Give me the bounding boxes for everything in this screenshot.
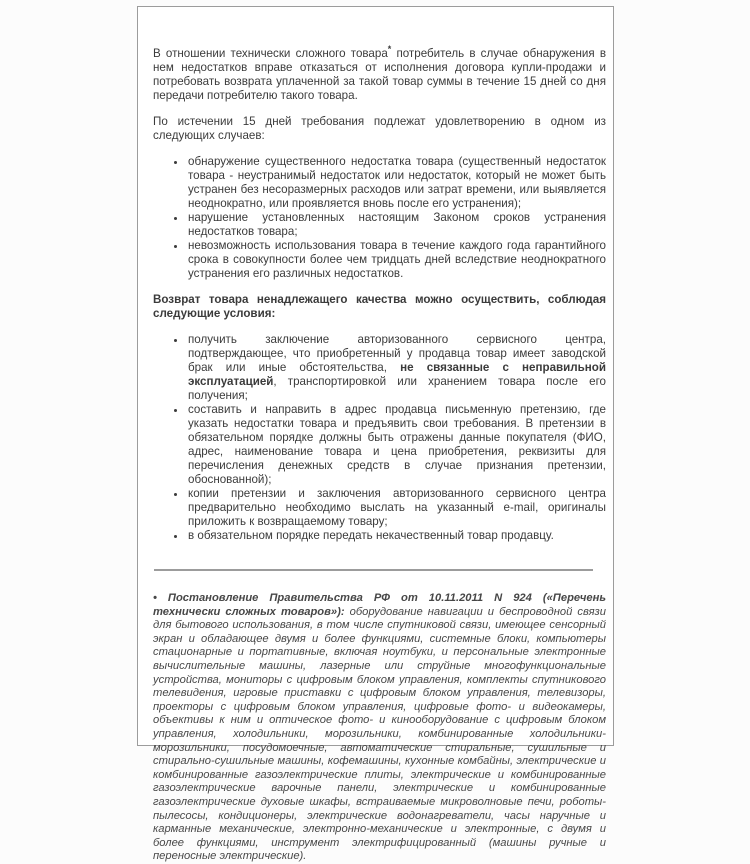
section2-list	[153, 333, 606, 543]
intro-text: В отношении технически сложного товара	[153, 47, 388, 60]
list-item: • копии претензии и заключения авторизованного сервисного центра предварительно необходимо выслать на указанный e-mail, оригиналы приложить к возвращаемому товару;	[187, 487, 606, 529]
list-item	[187, 333, 606, 403]
section1-list	[153, 155, 606, 281]
list-item: • нарушение установленных настоящим Законом сроков устранения недостатков товара;	[187, 211, 606, 239]
section1-heading: По истечении 15 дней требования подлежат удовлетворению в одном из следующих случаев:	[153, 115, 606, 142]
footnote	[153, 592, 606, 864]
footnote-divider-line	[154, 569, 593, 571]
section2-heading: Возврат товара ненадлежащего качества можно осуществить, соблюдая следующие условия:	[153, 293, 606, 320]
list-item: • составить и направить в адрес продавца письменную претензию, где указать недостатки товара и предъявить свои требования. В претензии в обязательном порядке должны быть отражены данные покупателя (ФИО, адрес, наименование товара и цена приобретения, реквизиты для перечисления денежных средств в случае признания претензии, обоснованной);	[187, 403, 606, 487]
list-item-text: получить заключение авторизованного сервисного центра, подтверждающее, что приобретенный у продавца товар имеет заводской брак или иные обстоятельства,	[188, 333, 606, 374]
list-item-bold-text: не связанные с неправильной эксплуатацией	[188, 361, 606, 388]
intro-paragraph	[153, 44, 606, 103]
intro-text-continued: потребитель в случае обнаружения в нем недостатков вправе отказаться от исполнения договора купли-продажи и потребовать возврата уплаченной за такой товар суммы в течение 15 дней со дня передачи потребителю такого товара.	[153, 47, 606, 102]
list-item: • обнаружение существенного недостатка товара (существенный недостаток товара - неустранимый недостаток или недостаток, который не может быть устранен без несоразмерных расходов или затрат времени, или выявляется неоднократно, или проявляется вновь после его устранения);	[187, 155, 606, 211]
list-item-text-continued: , транспортировкой или хранением товара после его получения;	[188, 375, 606, 402]
document-page	[137, 6, 614, 863]
list-item: • в обязательном порядке передать некачественный товар продавцу.	[187, 529, 606, 543]
footnote-asterisk: *	[387, 44, 392, 55]
footnote-body: оборудование навигации и беспроводной связи для бытового использования, в том числе спутниковой связи, имеющее сенсорный экран и обладающее двумя и более функциями, системные блоки, компьютеры стационарные и портативные, включая ноутбуки, и персональные электронные вычислительные машины, лазерные или струйные многофункциональные устройства, мониторы с цифровым блоком управления, комплекты спутникового телевидения, игровые приставки с цифровым блоком управления, телевизоры, проекторы с цифровым блоком управления, цифровые фото- и видеокамеры, объективы к ним и оптическое фото- и кинооборудование с цифровым блоком управления, холодильники, морозильники, комбинированные холодильники-морозильники, посудомоечные, автоматические стиральные, сушильные и стирально-сушильные машины, кофемашины, кухонные комбайны, электрические и комбинированные газоэлектрические плиты, электрические и комбинированные газоэлектрические варочные панели, электрические и комбинированные газоэлектрические духовые шкафы, встраиваемые микроволновые печи, роботы-пылесосы, кондиционеры, электрические водонагреватели, часы наручные и карманные механические, электронно-механические и электронные, с двумя и более функциями, инструмент электрифицированный (машины ручные и переносные электрические).	[153, 605, 606, 863]
list-item: • невозможность использования товара в течение каждого года гарантийного срока в совокупности более чем тридцать дней вследствие неоднократного устранения его различных недостатков.	[187, 239, 606, 281]
footnote-title: • Постановление Правительства РФ от 10.11.2011 N 924 («Перечень технически сложных товаров»):	[153, 592, 606, 618]
